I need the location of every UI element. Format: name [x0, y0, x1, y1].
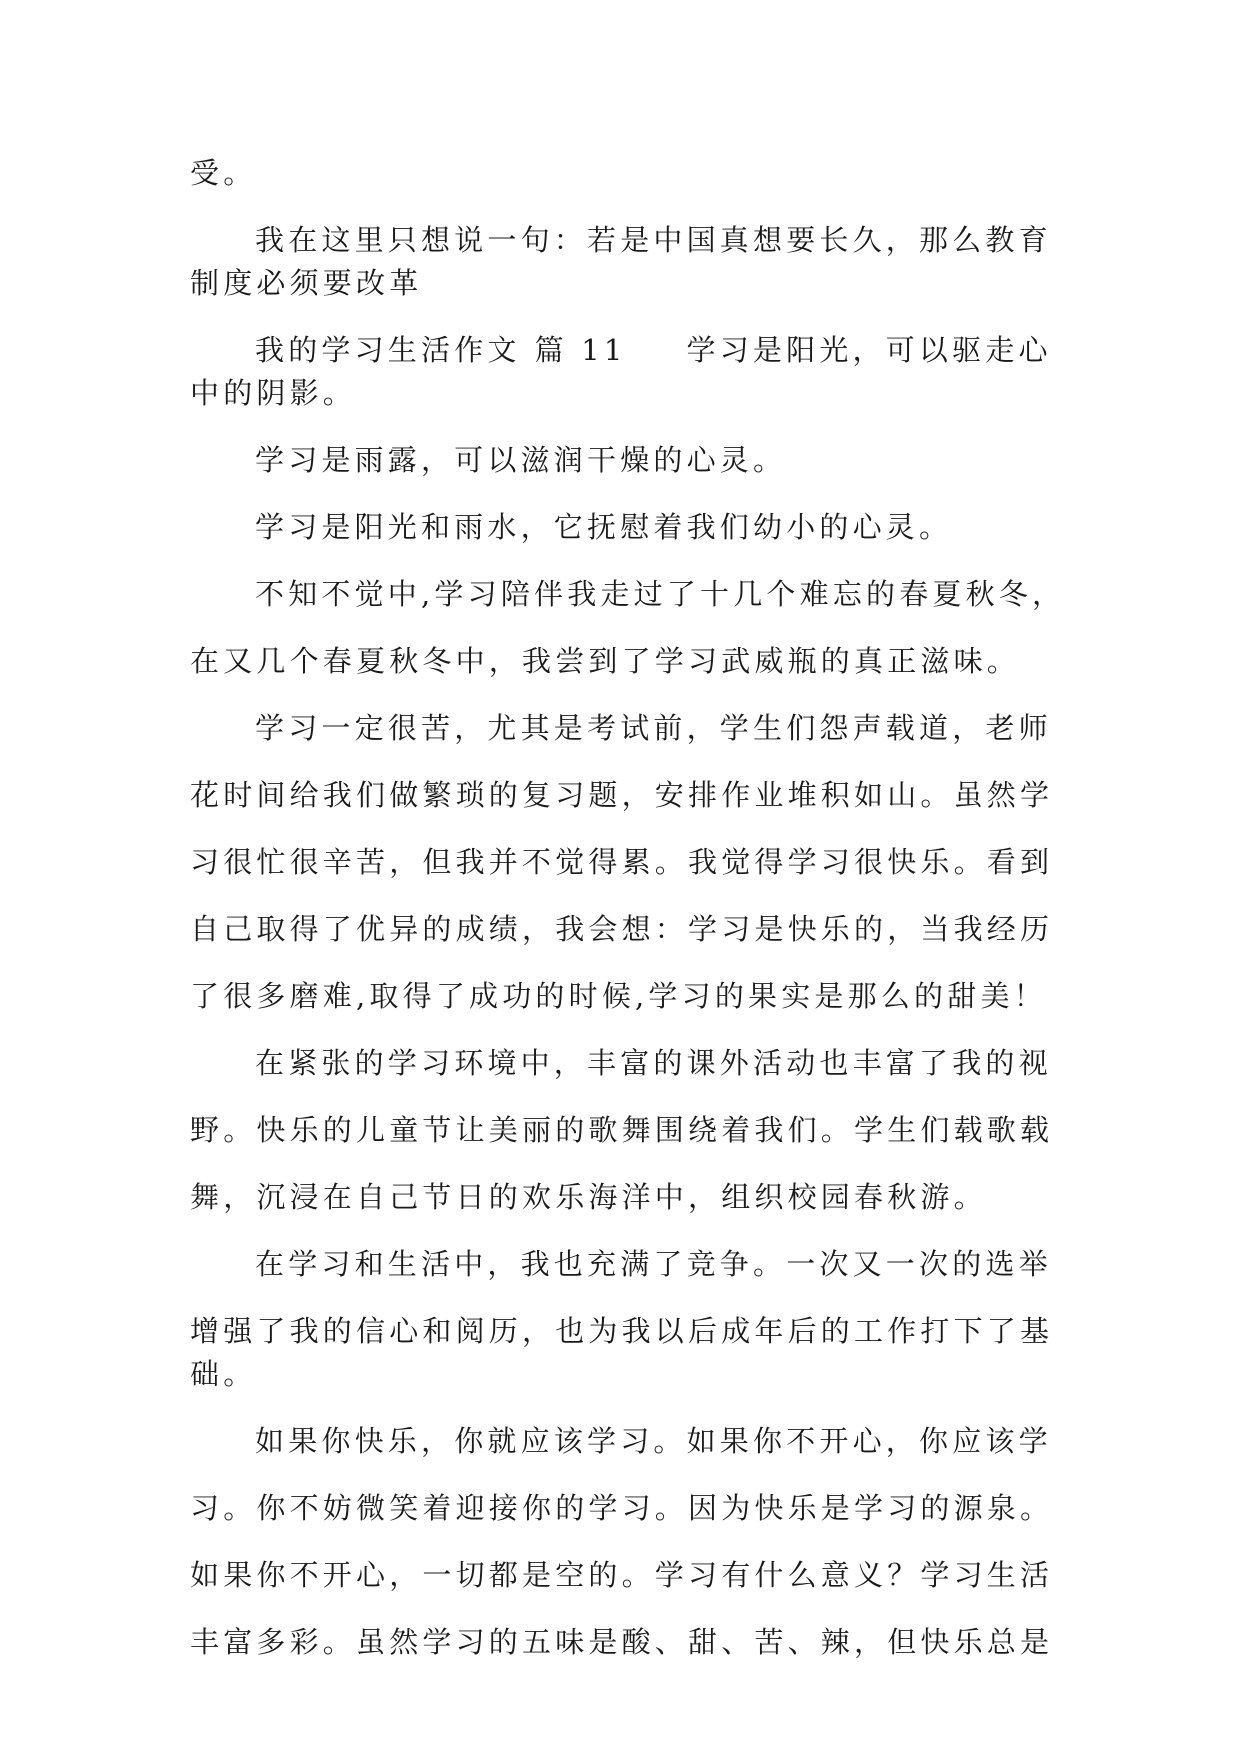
text-line: 了很多磨难,取得了成功的时候,学习的果实是那么的甜美！ [190, 979, 1047, 1013]
paragraph-6 [190, 707, 1052, 1018]
text-line: 不知不觉中,学习陪伴我走过了十几个难忘的春夏秋冬， [255, 577, 1066, 611]
text-line: 习很忙很辛苦，但我并不觉得累。我觉得学习很快乐。看到 [190, 845, 1054, 879]
text-line: 础。 [190, 1357, 257, 1391]
paragraph-0 [190, 152, 1052, 195]
paragraph-4 [190, 506, 1052, 549]
paragraph-8 [190, 1243, 1052, 1396]
text-line: 在紧张的学习环境中，丰富的课外活动也丰富了我的视 [255, 1046, 1052, 1080]
text-line: 在学习和生活中，我也充满了竞争。一次又一次的选举 [255, 1247, 1052, 1281]
paragraph-2 [190, 329, 1052, 415]
text-line: 制度必须要改革 [190, 266, 423, 300]
text-line: 中的阴影。 [190, 376, 357, 410]
paragraph-3 [190, 439, 1052, 482]
text-line: 在又几个春夏秋冬中，我尝到了学习武威瓶的真正滋味。 [190, 644, 1021, 678]
text-line: 花时间给我们做繁琐的复习题，安排作业堆积如山。虽然学 [190, 778, 1054, 812]
text-line: 受。 [190, 156, 257, 190]
paragraph-5 [190, 573, 1066, 683]
text-segment: 学习是阳光，可以驱走心 [686, 333, 1052, 367]
text-line: 习。你不妨微笑着迎接你的学习。因为快乐是学习的源泉。 [190, 1491, 1054, 1525]
text-line: 如果你不开心，一切都是空的。学习有什么意义？学习生活 [190, 1558, 1054, 1592]
text-line: 学习一定很苦，尤其是考试前，学生们怨声载道，老师 [255, 711, 1052, 745]
text-line: 增强了我的信心和阅历，也为我以后成年后的工作打下了基 [190, 1314, 1054, 1348]
text-line: 学习是阳光和雨水，它抚慰着我们幼小的心灵。 [255, 510, 953, 544]
text-line: 自己取得了优异的成绩，我会想：学习是快乐的，当我经历 [190, 912, 1054, 946]
text-line: 如果你快乐，你就应该学习。如果你不开心，你应该学 [255, 1424, 1052, 1458]
article-heading-number: 篇 11 [534, 333, 627, 367]
paragraph-9 [190, 1420, 1052, 1664]
article-heading-line [190, 329, 1052, 372]
text-line: 舞，沉浸在自己节日的欢乐海洋中，组织校园春秋游。 [190, 1180, 987, 1214]
text-line: 我在这里只想说一句：若是中国真想要长久，那么教育 [255, 223, 1052, 257]
article-heading-title: 我的学习生活作文 [255, 333, 521, 367]
text-line: 丰富多彩。虽然学习的五味是酸、甜、苦、辣，但快乐总是 [190, 1625, 1054, 1659]
text-line: 野。快乐的儿童节让美丽的歌舞围绕着我们。学生们载歌载 [190, 1113, 1054, 1147]
text-line: 学习是雨露，可以滋润干燥的心灵。 [255, 443, 787, 477]
document-body [190, 152, 1066, 1664]
paragraph-1 [190, 219, 1052, 305]
paragraph-7 [190, 1042, 1052, 1219]
